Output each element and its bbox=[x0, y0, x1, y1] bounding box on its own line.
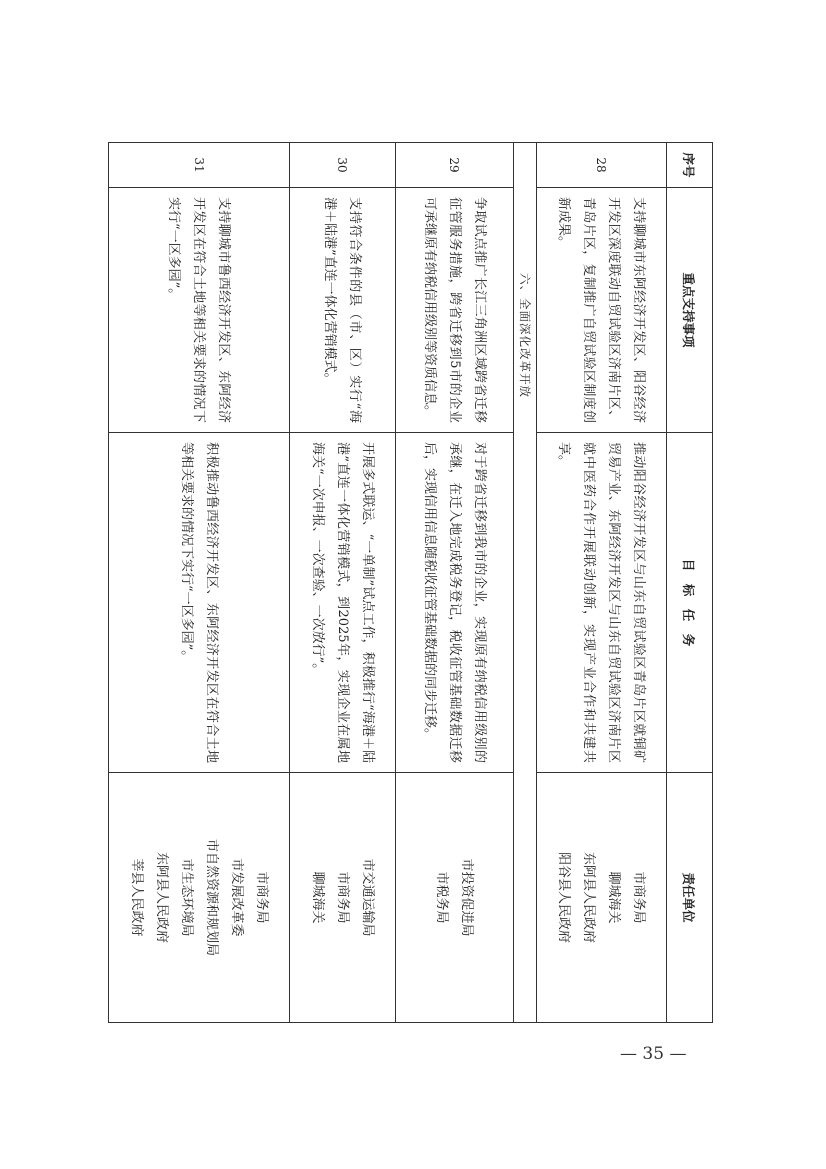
unit-name: 聊城海关 bbox=[606, 871, 622, 924]
row-units bbox=[537, 773, 667, 1023]
unit-name: 市投资促进局 bbox=[459, 858, 475, 937]
section-row bbox=[514, 143, 537, 1023]
table-row bbox=[537, 143, 667, 1023]
row-target: 推动阳谷经济开发区与山东自贸试验区青岛片区就铜矿贸易产业、东阿经济开发区与山东自贸试验区济南片区就中医药合作开展联动创新，实现产业合作和共建共享。 bbox=[537, 433, 667, 773]
row-units bbox=[109, 773, 290, 1023]
unit-name: 市发展改革委 bbox=[229, 858, 244, 937]
unit-name: 莘县人民政府 bbox=[129, 858, 144, 937]
row-item: 支持聊城市东阿经济开发区、阳谷经济开发区深度联动自贸试验区济南片区、青岛片区，复制推广自贸试验区制度创新成果。 bbox=[537, 188, 667, 433]
table-row bbox=[396, 143, 514, 1023]
unit-name: 市自然资源和规划局 bbox=[204, 838, 219, 956]
unit-name: 市商务局 bbox=[335, 871, 350, 924]
unit-name: 市税务局 bbox=[434, 871, 450, 924]
unit-name: 市生态环境局 bbox=[179, 858, 194, 937]
unit-name: 东阿县人民政府 bbox=[581, 851, 597, 943]
table-header-row bbox=[667, 143, 713, 1023]
row-target: 开展多式联运、“一单制”试点工作，积极推行“海港＋陆港”直连一体化营销模式，到2025年，实现企业在属地海关“一次申报、一次查验、一次放行”。 bbox=[290, 433, 396, 773]
header-item: 重点支持事项 bbox=[667, 188, 713, 433]
table-row bbox=[109, 143, 290, 1023]
header-unit: 责任单位 bbox=[667, 773, 713, 1023]
unit-name: 市交通运输局 bbox=[360, 858, 375, 937]
rotated-table-page bbox=[109, 142, 713, 1022]
row-seq: 30 bbox=[290, 143, 396, 188]
row-units bbox=[396, 773, 514, 1023]
page-number: — 35 — bbox=[620, 1044, 687, 1064]
row-seq: 31 bbox=[109, 143, 290, 188]
row-target: 积极推动鲁西经济开发区、东阿经济开发区在符合土地等相关要求的情况下实行“一区多园”。 bbox=[109, 433, 290, 773]
unit-name: 东阿县人民政府 bbox=[154, 851, 169, 943]
task-table bbox=[108, 142, 713, 1023]
header-target: 目 标 任 务 bbox=[667, 433, 713, 773]
unit-name: 市商务局 bbox=[631, 871, 647, 924]
row-seq: 28 bbox=[537, 143, 667, 188]
row-item: 争取试点推广长江三角洲区域跨省迁移征管服务措施，跨省迁移到5市的企业可承继原有纳税信用级别等资质信息。 bbox=[396, 188, 514, 433]
unit-name: 阳谷县人民政府 bbox=[556, 851, 572, 943]
section-title: 六、全面深化改革开放 bbox=[514, 143, 537, 1023]
unit-name: 市商务局 bbox=[254, 871, 269, 924]
row-item: 支持符合条件的县（市、区）实行“海港＋陆港”直连一体化营销模式。 bbox=[290, 188, 396, 433]
row-units bbox=[290, 773, 396, 1023]
row-target: 对于跨省迁移到我市的企业，实现原有纳税信用级别的承继，在迁入地完成税务登记，税收征管基础数据迁移后，实现信用信息随税收征管基础数据的同步迁移。 bbox=[396, 433, 514, 773]
row-item: 支持聊城市鲁西经济开发区、东阿经济开发区在符合土地等相关要求的情况下实行“一区多园”。 bbox=[109, 188, 290, 433]
row-seq: 29 bbox=[396, 143, 514, 188]
table-row bbox=[290, 143, 396, 1023]
unit-name: 聊城海关 bbox=[310, 871, 325, 924]
header-seq: 序号 bbox=[667, 143, 713, 188]
